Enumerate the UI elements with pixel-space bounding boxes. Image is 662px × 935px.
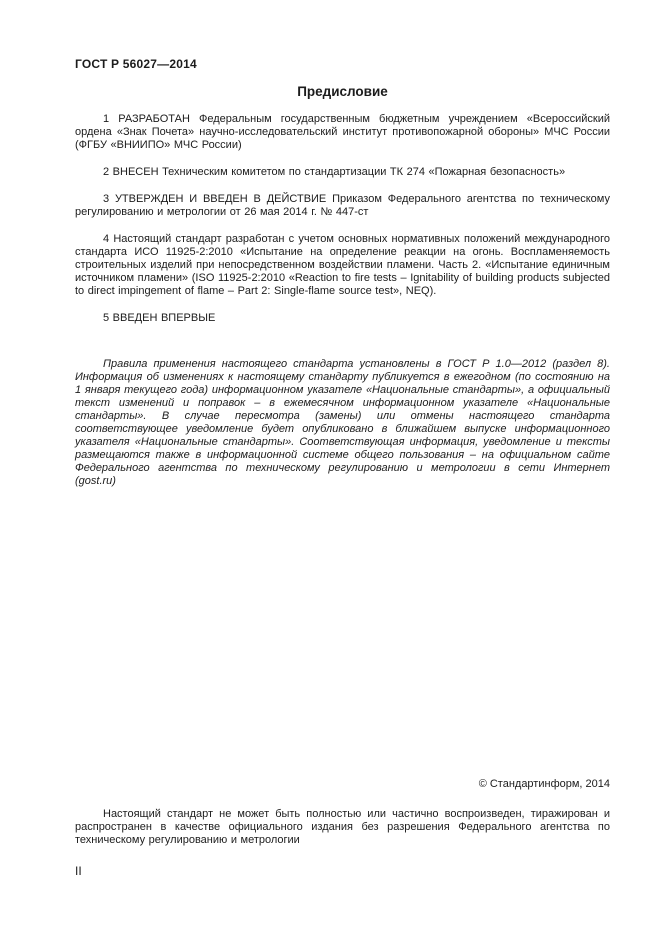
foreword-item-5: 5 ВВЕДЕН ВПЕРВЫЕ	[103, 312, 216, 324]
foreword-item-4: 4 Настоящий стандарт разработан с учетом основных нормативных положений международного стандарта ИСО 11925-2:2010 «Испытание на определение реакции на огонь. Воспламеняемость строительных изделий при непосредственном воздействии пламени. Часть 2. «Испытание единичным источником пламени» (ISO 11925-2:2010 «Reaction to fire tests – Ignitability of building products subjected to direct impingement of flame – Part 2: Single-flame source test», NEQ).	[75, 233, 610, 297]
foreword-item-3: 3 УТВЕРЖДЕН И ВВЕДЕН В ДЕЙСТВИЕ Приказом Федерального агентства по техническому регулированию и метрологии от 26 мая 2014 г. № 447-ст	[75, 193, 610, 218]
foreword-item-1: 1 РАЗРАБОТАН Федеральным государственным бюджетным учреждением «Всероссийский ордена «Знак Почета» научно-исследовательский институт противопожарной обороны» МЧС России (ФГБУ «ВНИИПО» МЧС России)	[75, 113, 610, 151]
reproduction-restriction-note: Настоящий стандарт не может быть полностью или частично воспроизведен, тиражирован и распространен в качестве официального издания без разрешения Федерального агентства по техническому регулированию и метрологии	[75, 808, 610, 846]
foreword-item-2: 2 ВНЕСЕН Техническим комитетом по стандартизации ТК 274 «Пожарная безопасность»	[103, 166, 566, 178]
page-number: II	[75, 864, 82, 878]
copyright-line: © Стандартинформ, 2014	[478, 778, 610, 790]
rules-of-application-note: Правила применения настоящего стандарта установлены в ГОСТ Р 1.0—2012 (раздел 8). Информация об изменениях к настоящему стандарту публикуется в ежегодном (по состоянию на 1 января текущего года) информационном указателе «Национальные стандарты», а официальный текст изменений и поправок – в ежемесячном информационном указателе «Национальные стандарты». В случае пересмотра (замены) или отмены настоящего стандарта соответствующее уведомление будет опубликовано в ближайшем выпуске информационного указателя «Национальные стандарты». Соответствующая информация, уведомление и тексты размещаются также в информационной системе общего пользования – на официальном сайте Федерального агентства по техническому регулированию и метрологии в сети Интернет (gost.ru)	[75, 358, 610, 487]
doc-number: ГОСТ Р 56027—2014	[75, 57, 197, 71]
page-title: Предисловие	[297, 84, 388, 99]
